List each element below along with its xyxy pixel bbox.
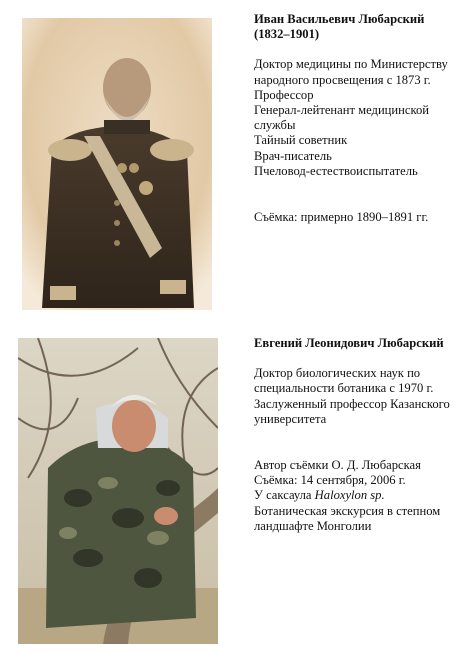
- portrait1-line: Тайный советник: [254, 133, 348, 148]
- portrait2-caption: [254, 336, 466, 534]
- portrait2-description: Ботаническая экскурсия в степном ландшафте Монголии: [254, 503, 441, 533]
- portrait2-location-prefix: У саксаула: [254, 488, 315, 503]
- portrait1-line: Доктор медицины по Министерству народного просвещения с 1873 г.: [254, 57, 448, 87]
- portrait2-name: Евгений Леонидович Любарский: [254, 336, 444, 350]
- portrait2-location: [254, 488, 466, 503]
- portrait-photo-lyubarsky-evgeny: [18, 338, 218, 644]
- portrait1-caption: [254, 12, 466, 225]
- portrait2-location-species: Haloxylon sp.: [314, 488, 385, 503]
- portrait1-line: Профессор: [254, 87, 314, 102]
- portrait2-line: Доктор биологических наук по специальности ботаника с 1970 г.: [254, 366, 434, 396]
- portrait1-line: Генерал-лейтенант медицинской службы: [254, 103, 430, 133]
- portrait1-line: Пчеловод-естествоиспытатель: [254, 163, 418, 178]
- portrait2-photo-date: Съёмка: 14 сентября, 2006 г.: [254, 473, 406, 488]
- portrait1-name: Иван Васильевич Любарский: [254, 12, 425, 26]
- portrait1-dates: (1832–1901): [254, 27, 320, 42]
- portrait1-line: Врач-писатель: [254, 148, 332, 163]
- portrait2-line: Заслуженный профессор Казанского университета: [254, 396, 450, 426]
- portrait1-photo-note: Съёмка: примерно 1890–1891 гг.: [254, 210, 429, 225]
- portrait-photo-lyubarsky-ivan: [22, 18, 212, 310]
- portrait2-photo-credit: Автор съёмки О. Д. Любарская: [254, 458, 421, 473]
